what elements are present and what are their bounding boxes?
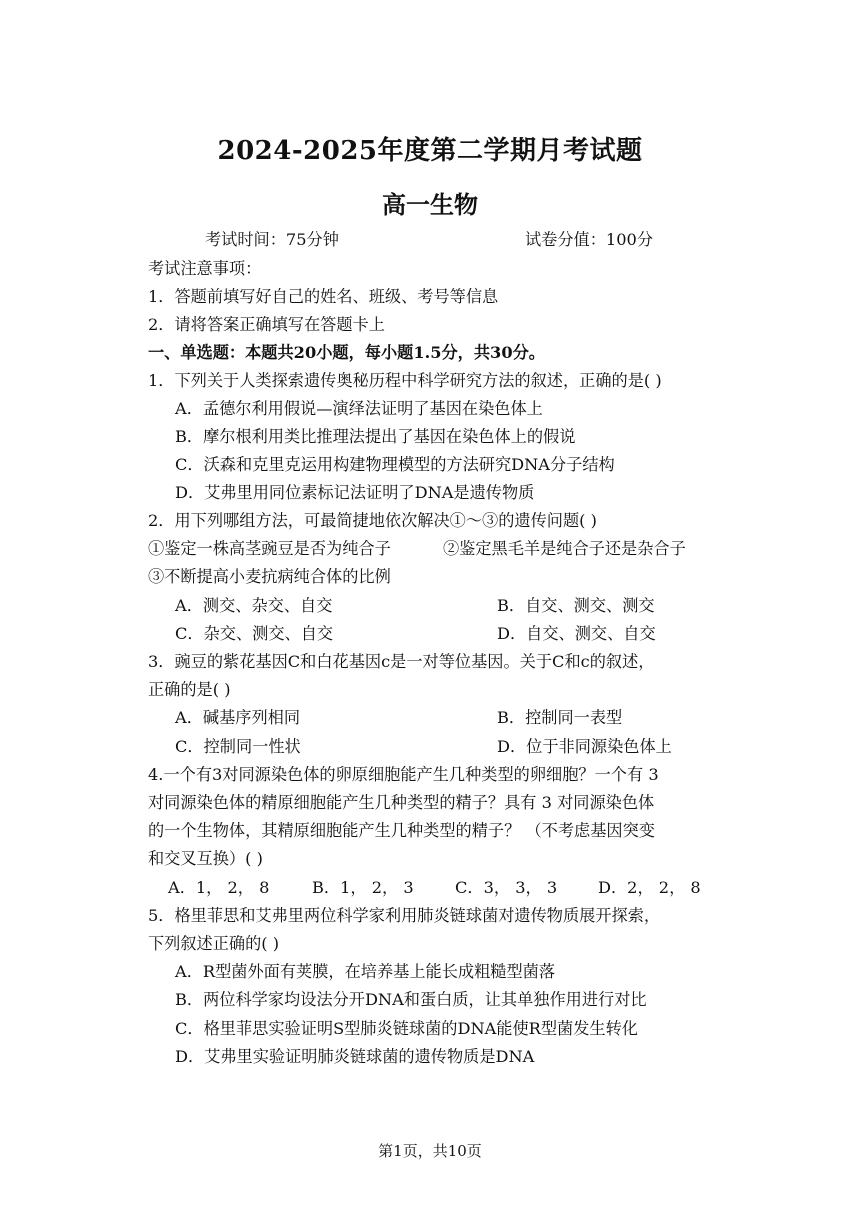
option: C．杂交、测交、自交 <box>175 624 334 643</box>
option: C．控制同一性状 <box>175 737 301 756</box>
question-stem: 下列叙述正确的( ) <box>148 934 280 953</box>
option: B．自交、测交、测交 <box>497 596 655 615</box>
question-stem: 5．格里菲思和艾弗里两位科学家利用肺炎链球菌对遗传物质展开探索， <box>148 906 661 925</box>
exam-score: 试卷分值：100分 <box>525 230 654 249</box>
section-heading: 一、单选题：本题共20小题，每小题1.5分，共30分。 <box>148 343 545 362</box>
option: A．孟德尔利用假说—演绎法证明了基因在染色体上 <box>175 399 543 418</box>
option: A．碱基序列相同 <box>175 708 301 727</box>
option: C．沃森和克里克运用构建物理模型的方法研究DNA分子结构 <box>175 455 615 474</box>
exam-title: 2024-2025年度第二学期月考试题 <box>217 136 643 166</box>
option: D．自交、测交、自交 <box>497 624 656 643</box>
question-stem: 2．用下列哪组方法，可最简捷地依次解决①～③的遗传问题( ) <box>148 511 597 530</box>
note-item: 1．答题前填写好自己的姓名、班级、考号等信息 <box>148 287 499 306</box>
question-stem: 3．豌豆的紫花基因C和白花基因c是一对等位基因。关于C和c的叙述， <box>148 652 655 671</box>
exam-time: 考试时间：75分钟 <box>205 230 339 249</box>
option: C．格里菲思实验证明S型肺炎链球菌的DNA能使R型菌发生转化 <box>175 1019 638 1038</box>
option: A．R型菌外面有荚膜，在培养基上能长成粗糙型菌落 <box>175 962 556 981</box>
question-stem: ①鉴定一株高茎豌豆是否为纯合子 <box>148 539 391 558</box>
option: B．摩尔根利用类比推理法提出了基因在染色体上的假说 <box>175 427 576 446</box>
option: D．2， 2， 8 <box>598 878 701 897</box>
option: A．测交、杂交、自交 <box>175 596 333 615</box>
question-stem: 4.一个有3对同源染色体的卵原细胞能产生几种类型的卵细胞？一个有 3 <box>148 765 659 784</box>
question-stem: ③不断提高小麦抗病纯合体的比例 <box>148 567 391 586</box>
option: B．两位科学家均设法分开DNA和蛋白质，让其单独作用进行对比 <box>175 990 647 1009</box>
exam-subject: 高一生物 <box>382 190 478 219</box>
option: B．1， 2， 3 <box>312 878 414 897</box>
notes-heading: 考试注意事项： <box>148 259 262 278</box>
question-stem: 的一个生物体，其精原细胞能产生几种类型的精子？ （不考虑基因突变 <box>148 821 655 840</box>
option: A．1， 2， 8 <box>168 878 270 897</box>
option: B．控制同一表型 <box>497 708 623 727</box>
question-stem: 1．下列关于人类探索遗传奥秘历程中科学研究方法的叙述，正确的是( ) <box>148 371 662 390</box>
page-footer: 第1页，共10页 <box>378 1142 482 1160</box>
question-stem: 正确的是( ) <box>148 680 231 699</box>
note-item: 2．请将答案正确填写在答题卡上 <box>148 315 385 334</box>
option: D．艾弗里实验证明肺炎链球菌的遗传物质是DNA <box>175 1047 535 1066</box>
question-stem: ②鉴定黑毛羊是纯合子还是杂合子 <box>443 539 686 558</box>
question-stem: 和交叉互换）( ) <box>148 849 263 868</box>
option: D．位于非同源染色体上 <box>497 737 672 756</box>
question-stem: 对同源染色体的精原细胞能产生几种类型的精子？具有 3 对同源染色体 <box>148 793 655 812</box>
option: D．艾弗里用同位素标记法证明了DNA是遗传物质 <box>175 483 535 502</box>
option: C．3， 3， 3 <box>455 878 558 897</box>
